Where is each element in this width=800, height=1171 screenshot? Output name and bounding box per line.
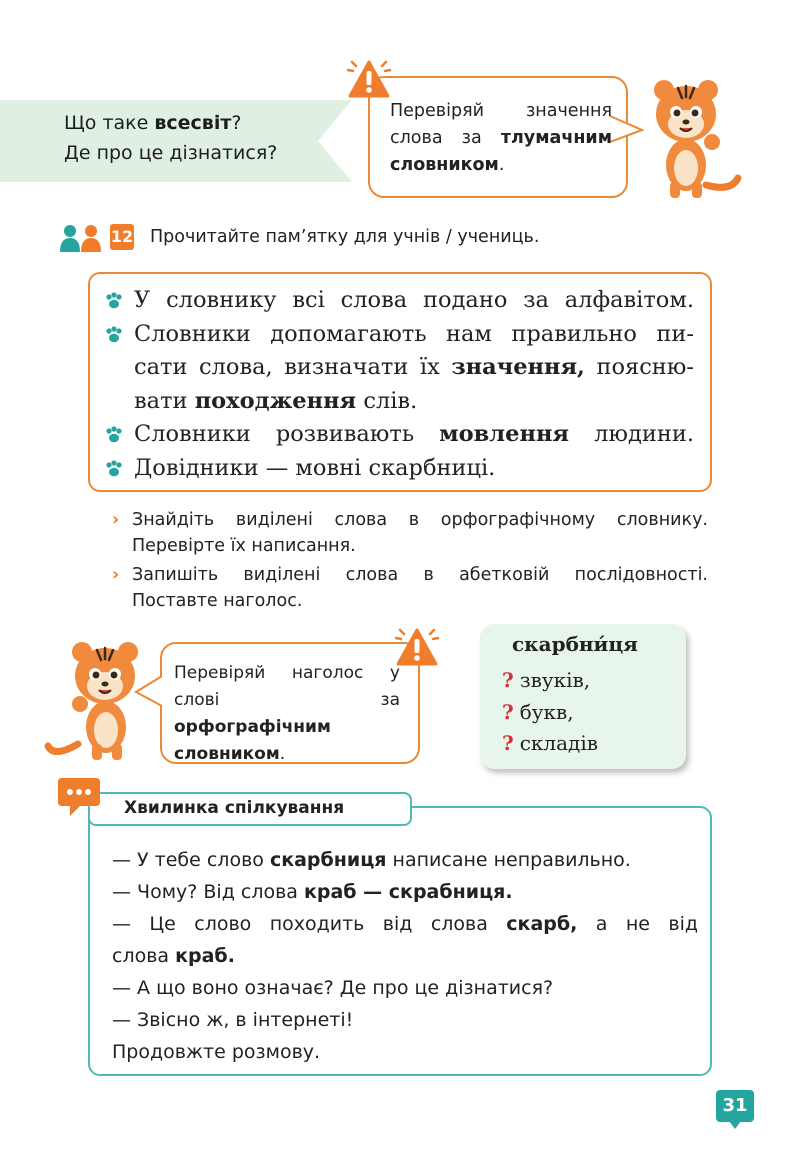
tiger-mascot-illustration: [646, 70, 746, 200]
dialog-line: — Звісно ж, в інтернеті!: [112, 1009, 354, 1031]
warning-icon: [346, 56, 392, 100]
paw-icon: [104, 291, 124, 311]
dialog-line: Продовжте розмову.: [112, 1041, 321, 1063]
paw-icon: [104, 425, 124, 445]
pair-work-icon: [58, 224, 104, 252]
word-card-title: скарбни́ця: [512, 632, 638, 656]
memo-item: Словники розвивають мовлення людини.: [104, 418, 694, 452]
word-card-list: [502, 665, 598, 760]
chat-bubble-icon: [56, 776, 102, 820]
question-text: Що таке всесвіт? Де про це дізнатися?: [64, 112, 278, 164]
memo-list: [104, 284, 694, 485]
dialog-line: — А що воно означає? Де про це дізнатися?: [112, 977, 554, 999]
page-number: 31: [716, 1090, 754, 1122]
instruction-item: › Запишіть виділені слова в абетковій послідовності. Поставте наголос.: [112, 565, 708, 611]
callout-tail: [134, 672, 164, 712]
stress-tip-text: Перевіряй наголос у слові за орфографічним словником.: [174, 663, 400, 764]
warning-icon: [394, 624, 440, 668]
chevron-right-icon: ›: [112, 565, 120, 585]
dialog-line: — Це слово походить від слова скарб, а не від: [112, 913, 698, 935]
word-card-item: ? букв,: [502, 699, 574, 724]
conversation-title: Хвилинка спілкування: [124, 798, 345, 818]
callout-tail: [608, 110, 648, 150]
dialog-line: — Чому? Від слова краб — скрабниця.: [112, 881, 513, 903]
task-number-badge: 12: [110, 224, 134, 250]
word-card-item: ? звуків,: [502, 668, 591, 692]
dictionary-tip-text: Перевіряй значення слова за тлумачним словником.: [390, 101, 612, 175]
chevron-right-icon: ›: [112, 510, 120, 530]
memo-item: Довідники — мовні скарбниці.: [104, 452, 694, 486]
page-number-tail: [729, 1121, 741, 1129]
task-instruction: Прочитайте пам’ятку для учнів / учениць.: [150, 227, 540, 247]
instructions-list: [112, 508, 708, 618]
instruction-item: › Знайдіть виділені слова в орфографічному словнику. Перевірте їх написання.: [112, 510, 708, 556]
paw-icon: [104, 325, 124, 345]
conversation-text: [112, 844, 698, 1068]
word-card-item: ? складів: [502, 731, 599, 755]
memo-item: У словнику всі слова подано за алфавітом.: [104, 284, 694, 318]
memo-item: Словники допомагають нам правильно пи- сати слова, визначати їх значення, поясню- вати походження слів.: [104, 318, 694, 419]
paw-icon: [104, 459, 124, 479]
dialog-line: слова краб.: [112, 945, 235, 967]
dialog-line: — У тебе слово скарбниця написане неправильно.: [112, 849, 631, 871]
